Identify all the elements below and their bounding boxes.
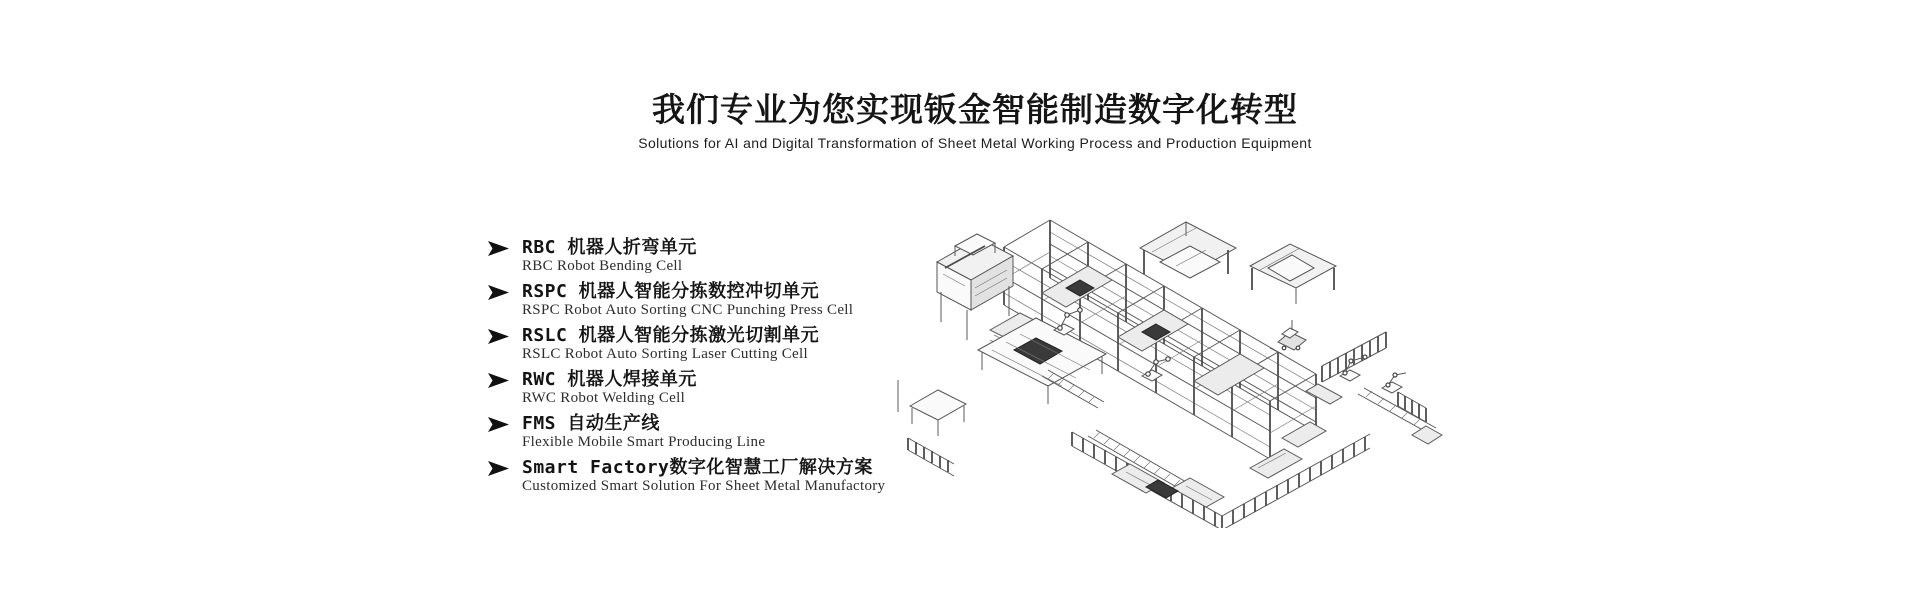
laser-cutting-machine (1250, 244, 1336, 304)
hero-heading (638, 92, 1312, 151)
conveyor (1042, 370, 1104, 408)
production-line-drawing (890, 180, 1450, 528)
page-title: 我们专业为您实现钣金智能制造数字化转型 (651, 91, 1298, 128)
arrowhead-right-icon (488, 285, 509, 300)
punching-machine (1140, 222, 1236, 278)
product-list (522, 238, 885, 502)
product-subtitle: RSLC Robot Auto Sorting Laser Cutting Cell (522, 346, 808, 362)
list-item-rbc[interactable] (522, 238, 885, 275)
product-title: RSPC 机器人智能分拣数控冲切单元 (522, 281, 820, 302)
product-subtitle: Customized Smart Solution For Sheet Metal Manufactory (522, 478, 886, 494)
robot-cell-enclosure (1306, 332, 1442, 444)
list-item-rslc[interactable] (522, 326, 885, 363)
list-item-rwc[interactable] (522, 370, 885, 407)
product-subtitle: Flexible Mobile Smart Producing Line (522, 434, 766, 450)
list-item-fms[interactable] (522, 414, 885, 451)
arrowhead-right-icon (488, 241, 509, 256)
left-fence (898, 380, 966, 476)
product-subtitle: RSPC Robot Auto Sorting CNC Punching Press Cell (522, 302, 854, 318)
arrowhead-right-icon (488, 373, 509, 388)
product-title: RBC 机器人折弯单元 (522, 237, 697, 258)
product-title: Smart Factory数字化智慧工厂解决方案 (522, 457, 873, 478)
agv-forklift (1270, 320, 1306, 354)
page-subtitle: Solutions for AI and Digital Transformation of Sheet Metal Working Process and Production Equipment (638, 135, 1312, 151)
arrowhead-right-icon (488, 329, 509, 344)
product-subtitle: RWC Robot Welding Cell (522, 390, 686, 406)
pallet-stacks (1112, 422, 1326, 507)
robot-arm (1054, 308, 1082, 335)
list-item-rspc[interactable] (522, 282, 885, 319)
product-title: RSLC 机器人智能分拣激光切割单元 (522, 325, 820, 346)
list-item-smart-factory[interactable] (522, 458, 885, 495)
safety-fence (1072, 432, 1370, 528)
product-title: RWC 机器人焊接单元 (522, 369, 697, 390)
production-line-illustration (890, 180, 1450, 528)
arrowhead-right-icon (488, 461, 509, 476)
arrowhead-right-icon (488, 417, 509, 432)
product-title: FMS 自动生产线 (522, 413, 660, 434)
product-subtitle: RBC Robot Bending Cell (522, 258, 683, 274)
